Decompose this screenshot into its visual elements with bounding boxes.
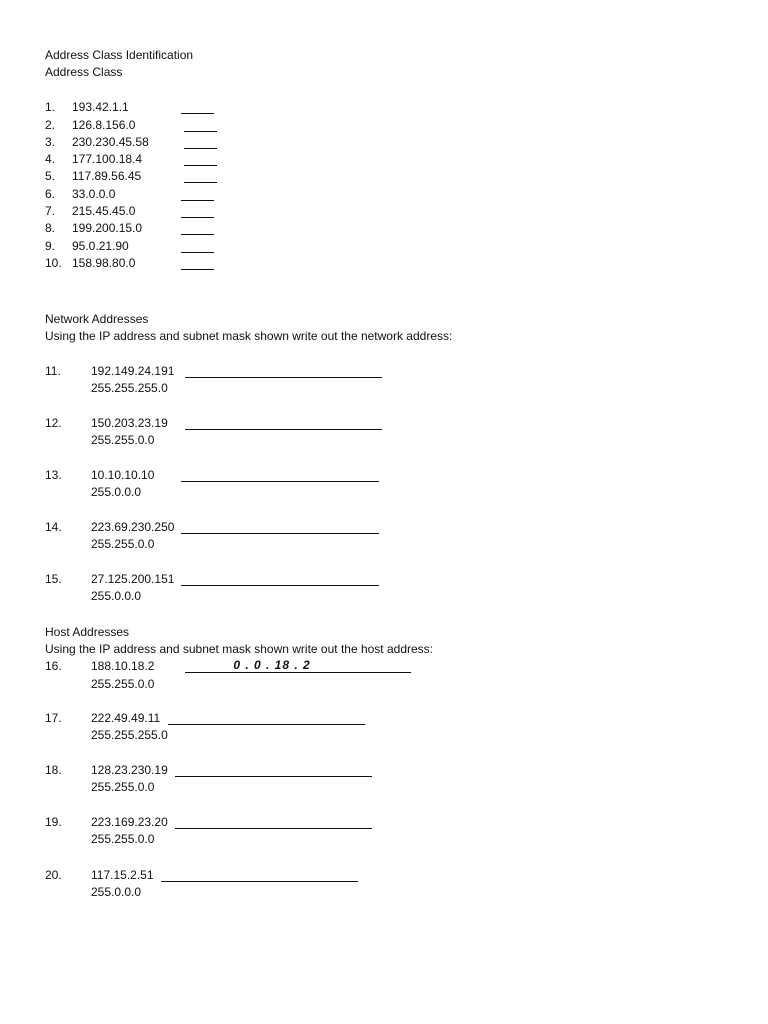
ip-address: 27.125.200.151 [91,572,175,586]
ip-address: 150.203.23.19 [91,416,168,430]
item-number: 20. [45,868,62,882]
ip-address: 223.169.23.20 [91,815,168,829]
item-number: 8. [45,221,56,235]
item-number: 11. [45,364,61,378]
item-number: 10. [45,256,62,270]
answer-blank[interactable] [175,766,372,777]
ip-address: 117.15.2.51 [91,868,154,882]
subnet-mask: 255.255.0.0 [91,537,155,551]
subnet-mask: 255.0.0.0 [91,485,142,499]
item-number: 14. [45,520,62,534]
ip-address: 33.0.0.0 [72,187,116,201]
answer-blank[interactable] [168,714,365,725]
subnet-mask: 255.255.255.0 [91,728,168,742]
answer-blank[interactable] [181,103,214,114]
section2-instruction: Using the IP address and subnet mask shown write out the network address: [45,329,453,343]
answer-blank[interactable] [181,471,379,482]
ip-address: 222.49.49.11 [91,711,161,725]
filled-answer: 0 . 0 . 18 . 2 [233,658,311,672]
item-number: 19. [45,815,62,829]
subnet-mask: 255.0.0.0 [91,589,142,603]
item-number: 1. [45,100,56,114]
ip-address: 95.0.21.90 [72,239,129,253]
item-number: 2. [45,118,56,132]
answer-blank[interactable] [181,575,379,586]
section1-title: Address Class Identification [45,48,194,62]
answer-blank[interactable] [181,224,214,235]
ip-address: 126.8.156.0 [72,118,136,132]
subnet-mask: 255.255.255.0 [91,381,168,395]
item-number: 6. [45,187,56,201]
answer-blank[interactable] [184,155,217,166]
answer-blank[interactable] [181,242,214,253]
answer-blank[interactable] [175,818,372,829]
ip-address: 192.149.24.191 [91,364,175,378]
item-number: 18. [45,763,62,777]
item-number: 9. [45,239,56,253]
subnet-mask: 255.255.0.0 [91,780,155,794]
ip-address: 223.69.230.250 [91,520,175,534]
ip-address: 117.89.56.45 [72,169,142,183]
item-number: 16. [45,659,62,673]
ip-address: 188.10.18.2 [91,659,155,673]
ip-address: 158.98.80.0 [72,256,136,270]
subnet-mask: 255.255.0.0 [91,832,155,846]
answer-blank[interactable] [181,523,379,534]
answer-blank[interactable] [185,367,382,378]
item-number: 12. [45,416,62,430]
answer-blank[interactable] [181,190,214,201]
answer-blank[interactable] [181,207,214,218]
item-number: 15. [45,572,62,586]
section3-title: Host Addresses [45,625,130,639]
subnet-mask: 255.255.0.0 [91,433,155,447]
item-number: 17. [45,711,62,725]
section3-instruction: Using the IP address and subnet mask shown write out the host address: [45,642,433,656]
section1-subtitle: Address Class [45,65,123,79]
section2-title: Network Addresses [45,312,149,326]
ip-address: 10.10.10.10 [91,468,155,482]
item-number: 3. [45,135,56,149]
ip-address: 230.230.45.58 [72,135,149,149]
answer-blank[interactable] [184,121,217,132]
item-number: 4. [45,152,56,166]
item-number: 13. [45,468,62,482]
ip-address: 128.23.230.19 [91,763,168,777]
subnet-mask: 255.255.0.0 [91,677,155,691]
answer-blank[interactable] [185,419,382,430]
answer-blank[interactable] [184,172,217,183]
subnet-mask: 255.0.0.0 [91,885,142,899]
answer-blank[interactable] [181,259,214,270]
item-number: 7. [45,204,56,218]
item-number: 5. [45,169,56,183]
ip-address: 215.45.45.0 [72,204,136,218]
answer-blank[interactable] [161,871,358,882]
ip-address: 199.200.15.0 [72,221,143,235]
answer-blank[interactable] [184,138,217,149]
ip-address: 193.42.1.1 [72,100,129,114]
ip-address: 177.100.18.4 [72,152,143,166]
